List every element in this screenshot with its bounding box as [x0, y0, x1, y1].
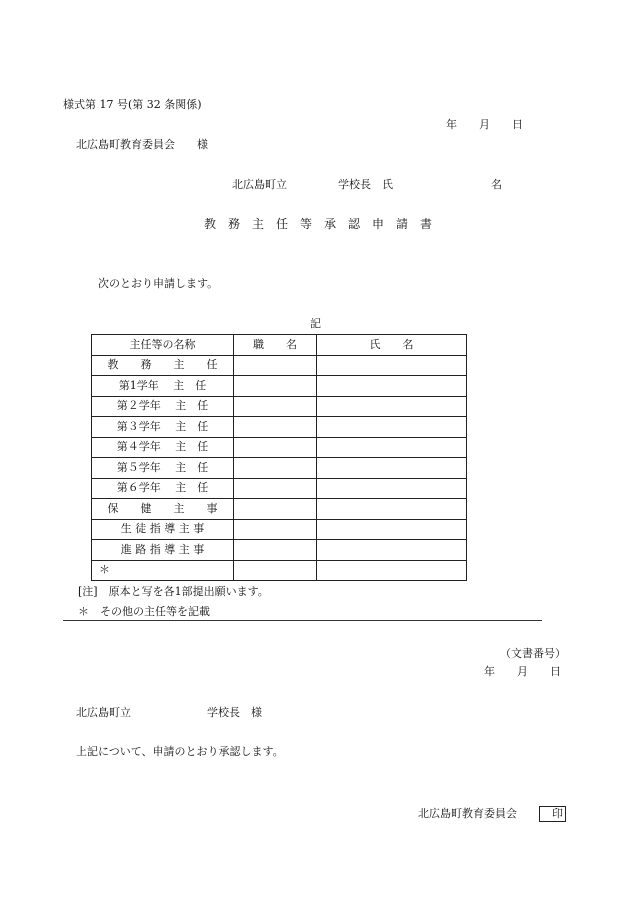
job-title-cell[interactable] [234, 396, 317, 417]
officer-table [91, 334, 467, 581]
header-job-title: 職 名 [234, 335, 317, 356]
approval-addressee-title: 学校長 様 [207, 706, 262, 719]
divider-line [63, 620, 542, 621]
approval-date: 年 月 日 [484, 665, 561, 678]
person-name-cell[interactable] [317, 458, 467, 479]
seal-box: 印 [539, 806, 566, 822]
row-label: 第６学年 主 任 [92, 478, 234, 499]
intro-text: 次のとおり申請します。 [98, 277, 219, 290]
form-number: 様式第 17 号(第 32 条関係) [63, 98, 202, 111]
job-title-cell[interactable] [234, 540, 317, 561]
note-other-officers: ＊ その他の主任等を記載 [78, 605, 210, 618]
table-row [92, 458, 467, 479]
person-name-cell[interactable] [317, 376, 467, 397]
job-title-cell[interactable] [234, 560, 317, 581]
header-position-name: 主任等の名称 [92, 335, 234, 356]
approval-statement: 上記について、申請のとおり承認します。 [76, 745, 284, 758]
job-title-cell[interactable] [234, 417, 317, 438]
person-name-cell[interactable] [317, 396, 467, 417]
table-row [92, 417, 467, 438]
note-submission: [注] 原本と写を各1部提出願います。 [78, 585, 269, 598]
row-label: 第３学年 主 任 [92, 417, 234, 438]
applicant-name-suffix: 名 [491, 178, 502, 191]
row-label: 保 健 主 事 [92, 499, 234, 520]
row-label: 教 務 主 任 [92, 355, 234, 376]
table-row [92, 376, 467, 397]
table-header-row [92, 335, 467, 356]
date-top: 年 月 日 [446, 118, 523, 131]
approval-addressee-school: 北広島町立 [76, 706, 131, 719]
row-label: 生 徒 指 導 主 事 [92, 519, 234, 540]
table-row [92, 437, 467, 458]
addressee: 北広島町教育委員会 様 [76, 138, 208, 151]
table-row [92, 540, 467, 561]
row-label-other[interactable]: ＊ [92, 560, 234, 581]
job-title-cell[interactable] [234, 478, 317, 499]
issuer-name: 北広島町教育委員会 [418, 807, 517, 820]
job-title-cell[interactable] [234, 499, 317, 520]
person-name-cell[interactable] [317, 560, 467, 581]
table-row [92, 355, 467, 376]
job-title-cell[interactable] [234, 437, 317, 458]
row-label: 第1学年 主 任 [92, 376, 234, 397]
document-title: 教 務 主 任 等 承 認 申 請 書 [204, 217, 433, 231]
job-title-cell[interactable] [234, 458, 317, 479]
table-row [92, 499, 467, 520]
applicant-title: 学校長 氏 [338, 178, 393, 191]
row-label: 第４学年 主 任 [92, 437, 234, 458]
table-row [92, 560, 467, 581]
table-row [92, 519, 467, 540]
person-name-cell[interactable] [317, 540, 467, 561]
header-person-name: 氏 名 [317, 335, 467, 356]
issuer-line [418, 806, 566, 822]
person-name-cell[interactable] [317, 417, 467, 438]
row-label: 進 路 指 導 主 事 [92, 540, 234, 561]
job-title-cell[interactable] [234, 376, 317, 397]
person-name-cell[interactable] [317, 519, 467, 540]
job-title-cell[interactable] [234, 519, 317, 540]
table-row [92, 478, 467, 499]
person-name-cell[interactable] [317, 437, 467, 458]
job-title-cell[interactable] [234, 355, 317, 376]
document-number: （文書番号） [500, 647, 566, 660]
table-row [92, 396, 467, 417]
person-name-cell[interactable] [317, 499, 467, 520]
row-label: 第５学年 主 任 [92, 458, 234, 479]
person-name-cell[interactable] [317, 355, 467, 376]
table-caption: 記 [310, 317, 321, 330]
row-label: 第２学年 主 任 [92, 396, 234, 417]
person-name-cell[interactable] [317, 478, 467, 499]
applicant-school: 北広島町立 [232, 178, 287, 191]
